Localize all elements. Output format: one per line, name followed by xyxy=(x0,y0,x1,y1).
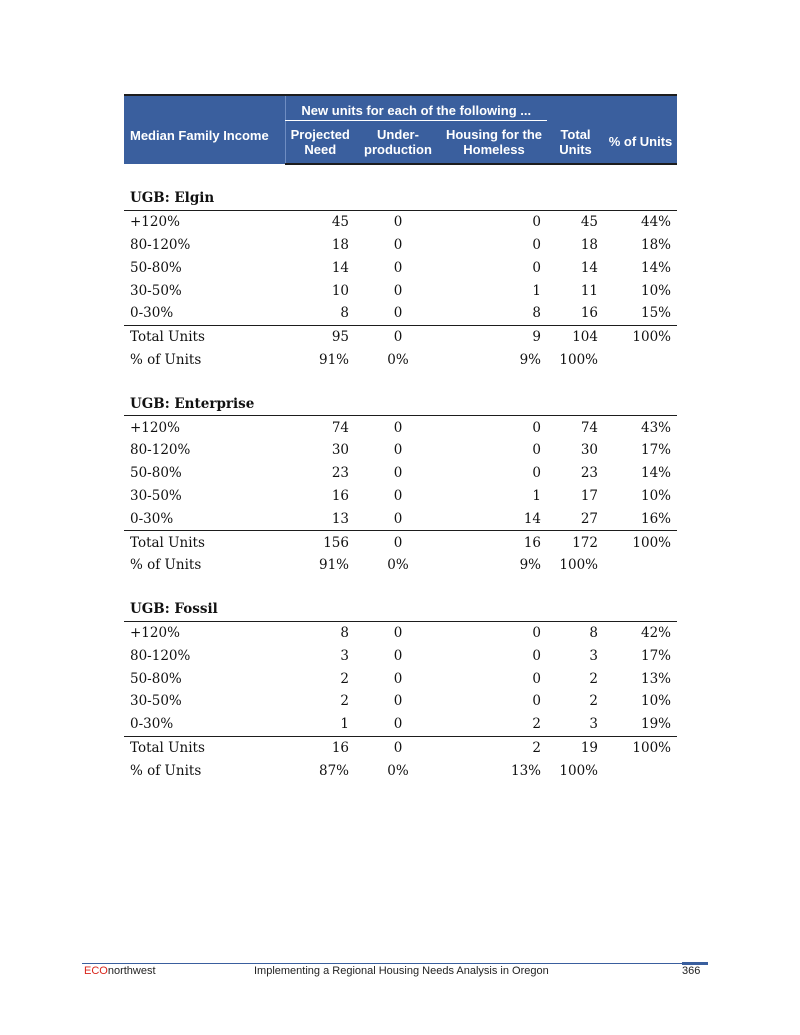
cell-homeless: 9 xyxy=(441,325,547,348)
cell-pct: 14% xyxy=(640,259,671,276)
cell-homeless: 9% xyxy=(519,351,541,368)
pct-row xyxy=(124,349,677,372)
cell-underproduction: 0 xyxy=(355,736,441,759)
cell-projected-need: 16 xyxy=(285,736,355,759)
cell-pct: 15% xyxy=(640,305,671,322)
cell-underproduction: 0 xyxy=(393,465,403,482)
cell-underproduction: 0 xyxy=(393,647,403,664)
cell-projected-need: 14 xyxy=(331,259,349,276)
header-projected-need: Projected Need xyxy=(285,121,355,165)
cell-projected-need: 156 xyxy=(285,531,355,554)
cell-total: 104 xyxy=(547,325,604,348)
cell-underproduction: 0 xyxy=(355,531,441,554)
cell-total: 3 xyxy=(589,716,598,733)
header-pct-units: % of Units xyxy=(604,121,677,165)
section-title-row xyxy=(124,392,677,415)
spacer-row xyxy=(124,371,677,392)
cell-pct xyxy=(604,164,677,187)
table-row xyxy=(124,439,677,462)
spacer-row xyxy=(124,577,677,598)
table-row xyxy=(124,256,677,279)
cell-income: 0-30% xyxy=(130,305,174,322)
header-blank-pct xyxy=(604,95,677,121)
cell-projected-need xyxy=(285,371,355,392)
cell-homeless: 16 xyxy=(441,531,547,554)
cell-income: 30-50% xyxy=(130,693,182,710)
header-housing-homeless: Housing for the Homeless xyxy=(441,121,547,165)
table-body xyxy=(124,164,677,782)
footer-rule xyxy=(82,963,708,964)
cell-income: 30-50% xyxy=(130,282,182,299)
footer-brand-prefix: ECO xyxy=(84,965,108,977)
cell-underproduction: 0 xyxy=(393,510,403,527)
header-underproduction: Under-production xyxy=(355,121,441,165)
total-row xyxy=(124,531,677,554)
cell-projected-need: 8 xyxy=(340,624,349,641)
cell-total: 100% xyxy=(559,351,598,368)
table-row xyxy=(124,210,677,233)
cell-total: 2 xyxy=(589,693,598,710)
footer-brand xyxy=(84,965,156,977)
table-row xyxy=(124,507,677,530)
cell-pct: 42% xyxy=(640,624,671,641)
cell-pct: 10% xyxy=(640,282,671,299)
cell-underproduction: 0 xyxy=(393,419,403,436)
cell-projected-need: 18 xyxy=(331,236,349,253)
cell-homeless: 9% xyxy=(519,557,541,574)
cell-homeless xyxy=(441,371,547,392)
section-title: UGB: Fossil xyxy=(124,598,677,621)
cell-homeless: 14 xyxy=(523,510,541,527)
cell-income: Total Units xyxy=(124,325,285,348)
cell-pct: 43% xyxy=(640,419,671,436)
cell-income: 0-30% xyxy=(130,510,174,527)
cell-pct: 14% xyxy=(640,465,671,482)
cell-income: 50-80% xyxy=(130,465,182,482)
cell-income: 80-120% xyxy=(130,647,191,664)
section-title-row xyxy=(124,598,677,621)
cell-projected-need xyxy=(285,577,355,598)
header-row-group xyxy=(124,95,677,121)
cell-total: 3 xyxy=(589,647,598,664)
footer-title: Implementing a Regional Housing Needs Analysis in Oregon xyxy=(254,965,549,977)
table-row xyxy=(124,621,677,644)
section-title: UGB: Elgin xyxy=(124,187,677,210)
cell-income: 30-50% xyxy=(130,487,182,504)
cell-homeless: 0 xyxy=(532,236,541,253)
table-row xyxy=(124,416,677,439)
housing-needs-table-container xyxy=(124,94,677,782)
cell-projected-need: 2 xyxy=(340,693,349,710)
cell-projected-need: 13 xyxy=(331,510,349,527)
cell-income: 0-30% xyxy=(130,716,174,733)
cell-underproduction: 0 xyxy=(393,487,403,504)
cell-projected-need: 23 xyxy=(331,465,349,482)
cell-pct: 10% xyxy=(640,487,671,504)
cell-underproduction xyxy=(355,577,441,598)
pct-row xyxy=(124,554,677,577)
cell-income: % of Units xyxy=(130,557,202,574)
cell-income: Total Units xyxy=(124,736,285,759)
table-row xyxy=(124,302,677,325)
cell-total: 30 xyxy=(580,442,598,459)
table-row xyxy=(124,690,677,713)
pct-row xyxy=(124,759,677,782)
cell-income: Total Units xyxy=(124,531,285,554)
cell-projected-need: 74 xyxy=(331,419,349,436)
table-row xyxy=(124,234,677,257)
cell-underproduction: 0% xyxy=(387,351,409,368)
cell-total: 27 xyxy=(580,510,598,527)
cell-homeless: 0 xyxy=(532,624,541,641)
cell-underproduction: 0 xyxy=(393,670,403,687)
cell-pct xyxy=(604,371,677,392)
cell-pct: 100% xyxy=(604,325,677,348)
cell-underproduction: 0 xyxy=(393,236,403,253)
cell-total xyxy=(547,577,604,598)
cell-total: 11 xyxy=(580,282,598,299)
cell-projected-need: 45 xyxy=(331,214,349,231)
cell-projected-need: 91% xyxy=(318,557,349,574)
cell-projected-need: 95 xyxy=(285,325,355,348)
table-row xyxy=(124,667,677,690)
cell-underproduction xyxy=(355,164,441,187)
cell-income: +120% xyxy=(130,419,180,436)
cell-projected-need: 2 xyxy=(340,670,349,687)
cell-pct: 17% xyxy=(640,442,671,459)
cell-pct: 16% xyxy=(640,510,671,527)
cell-underproduction: 0% xyxy=(387,762,409,779)
section-title: UGB: Enterprise xyxy=(124,392,677,415)
cell-projected-need: 8 xyxy=(340,305,349,322)
cell-pct: 18% xyxy=(640,236,671,253)
cell-underproduction xyxy=(355,371,441,392)
cell-projected-need: 30 xyxy=(331,442,349,459)
cell-income: 80-120% xyxy=(130,236,191,253)
cell-pct: 10% xyxy=(640,693,671,710)
cell-pct xyxy=(604,577,677,598)
cell-total: 172 xyxy=(547,531,604,554)
cell-homeless: 1 xyxy=(532,487,541,504)
cell-total xyxy=(547,371,604,392)
total-row xyxy=(124,325,677,348)
spacer-row xyxy=(124,164,677,187)
cell-homeless: 1 xyxy=(532,282,541,299)
cell-homeless: 0 xyxy=(532,419,541,436)
cell-homeless: 0 xyxy=(532,670,541,687)
cell-homeless: 0 xyxy=(532,442,541,459)
cell-homeless: 0 xyxy=(532,214,541,231)
footer-page-number: 366 xyxy=(682,965,701,977)
cell-pct: 19% xyxy=(640,716,671,733)
cell-total: 2 xyxy=(589,670,598,687)
cell-homeless: 13% xyxy=(510,762,541,779)
cell-income xyxy=(124,371,285,392)
cell-homeless: 8 xyxy=(532,305,541,322)
cell-total: 17 xyxy=(580,487,598,504)
cell-pct: 100% xyxy=(604,736,677,759)
cell-income: 50-80% xyxy=(130,259,182,276)
cell-total: 18 xyxy=(580,236,598,253)
cell-total: 100% xyxy=(559,557,598,574)
housing-needs-table xyxy=(124,94,677,782)
total-row xyxy=(124,736,677,759)
cell-homeless xyxy=(441,577,547,598)
table-row xyxy=(124,279,677,302)
cell-total: 45 xyxy=(580,214,598,231)
cell-underproduction: 0 xyxy=(393,214,403,231)
table-row xyxy=(124,485,677,508)
cell-projected-need: 1 xyxy=(340,716,349,733)
cell-income xyxy=(124,164,285,187)
table-row xyxy=(124,713,677,736)
cell-underproduction: 0 xyxy=(393,259,403,276)
cell-income: 80-120% xyxy=(130,442,191,459)
cell-pct xyxy=(604,759,677,782)
cell-homeless: 0 xyxy=(532,259,541,276)
cell-income: +120% xyxy=(130,214,180,231)
cell-homeless: 0 xyxy=(532,647,541,664)
cell-pct: 13% xyxy=(640,670,671,687)
cell-homeless xyxy=(441,164,547,187)
cell-total: 23 xyxy=(580,465,598,482)
cell-total: 74 xyxy=(580,419,598,436)
cell-underproduction: 0 xyxy=(393,305,403,322)
cell-pct xyxy=(604,554,677,577)
section-title-row xyxy=(124,187,677,210)
cell-income: 50-80% xyxy=(130,670,182,687)
cell-total: 100% xyxy=(559,762,598,779)
cell-underproduction: 0 xyxy=(393,442,403,459)
cell-underproduction: 0 xyxy=(393,282,403,299)
header-total-units: Total Units xyxy=(547,121,604,165)
cell-total: 14 xyxy=(580,259,598,276)
cell-total: 16 xyxy=(580,305,598,322)
cell-income: +120% xyxy=(130,624,180,641)
footer-brand-suffix: northwest xyxy=(107,965,156,977)
cell-projected-need: 3 xyxy=(340,647,349,664)
header-group-new-units: New units for each of the following ... xyxy=(285,95,547,121)
cell-underproduction: 0 xyxy=(393,624,403,641)
cell-pct: 100% xyxy=(604,531,677,554)
cell-homeless: 0 xyxy=(532,693,541,710)
cell-pct xyxy=(604,349,677,372)
cell-total: 19 xyxy=(547,736,604,759)
cell-total xyxy=(547,164,604,187)
cell-homeless: 2 xyxy=(532,716,541,733)
cell-underproduction: 0% xyxy=(387,557,409,574)
table-row xyxy=(124,462,677,485)
cell-projected-need: 87% xyxy=(318,762,349,779)
cell-homeless: 0 xyxy=(532,465,541,482)
table-row xyxy=(124,644,677,667)
cell-total: 8 xyxy=(589,624,598,641)
cell-income xyxy=(124,577,285,598)
header-blank-total xyxy=(547,95,604,121)
cell-underproduction: 0 xyxy=(393,693,403,710)
cell-pct: 44% xyxy=(640,214,671,231)
cell-projected-need: 16 xyxy=(331,487,349,504)
cell-income: % of Units xyxy=(130,762,202,779)
cell-projected-need xyxy=(285,164,355,187)
cell-projected-need: 91% xyxy=(318,351,349,368)
cell-income: % of Units xyxy=(130,351,202,368)
cell-projected-need: 10 xyxy=(331,282,349,299)
header-median-family-income: Median Family Income xyxy=(124,95,285,164)
cell-homeless: 2 xyxy=(441,736,547,759)
cell-underproduction: 0 xyxy=(355,325,441,348)
cell-underproduction: 0 xyxy=(393,716,403,733)
cell-pct: 17% xyxy=(640,647,671,664)
